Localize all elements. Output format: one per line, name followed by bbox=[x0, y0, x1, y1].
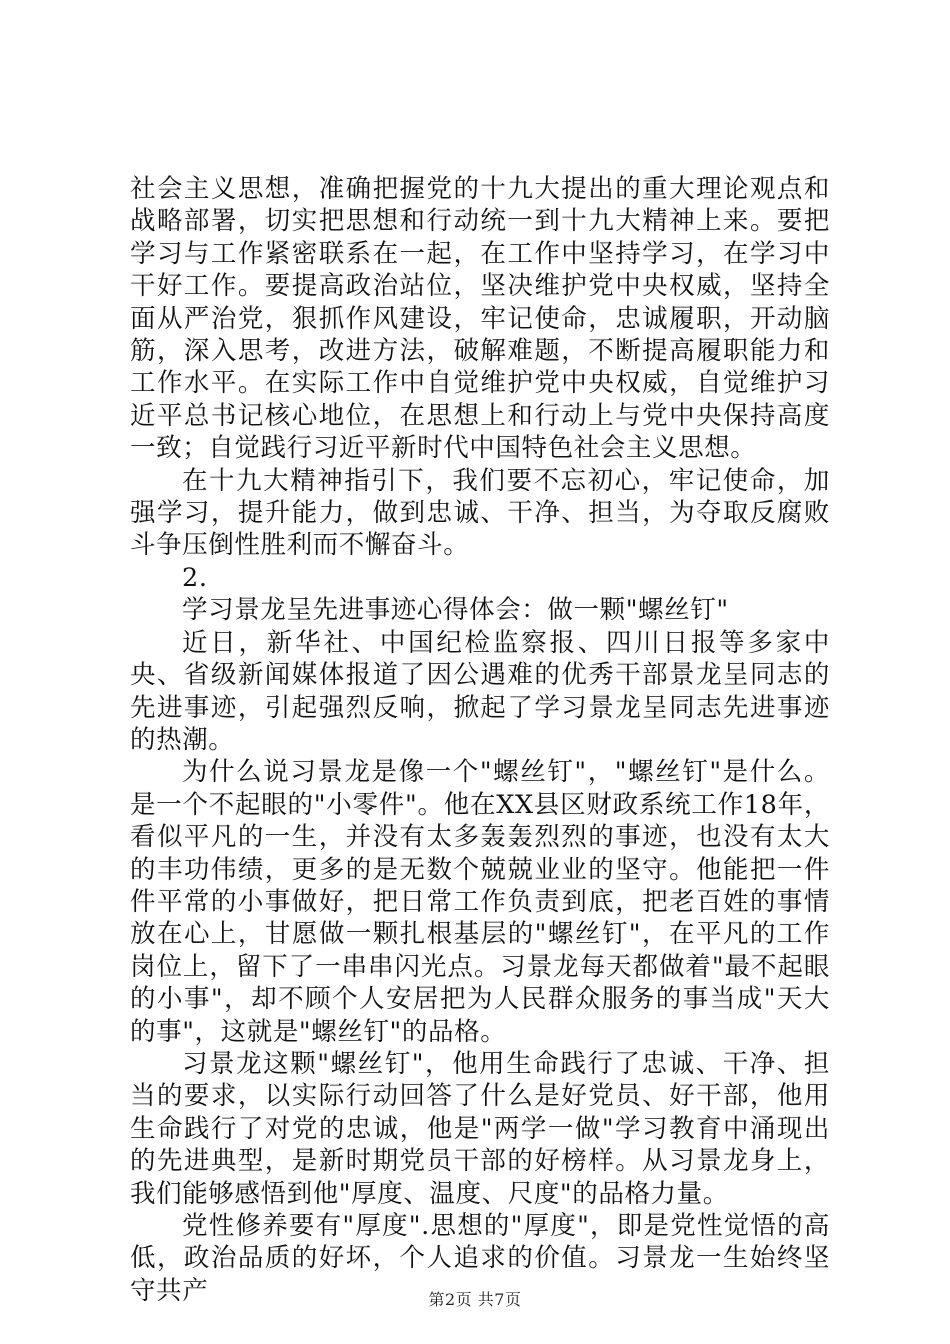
paragraph-3: 近日，新华社、中国纪检监察报、四川日报等多家中央、省级新闻媒体报道了因公遇难的优秀干部景龙呈同志的先进事迹，引起强烈反响，掀起了学习景龙呈同志先进事迹的热潮。 bbox=[130, 627, 830, 755]
paragraph-6: 党性修养要有"厚度".思想的"厚度"，即是党性觉悟的高低，政治品质的好坏，个人追求的价值。习景龙一生始终坚守共产 bbox=[130, 1211, 830, 1306]
document-body bbox=[130, 173, 830, 1307]
paragraph-5: 习景龙这颗"螺丝钉"，他用生命践行了忠诚、干净、担当的要求，以实际行动回答了什么是好党员、好干部，他用生命践行了对党的忠诚，他是"两学一做"学习教育中涌现出的先进典型，是新时期党员干部的好榜样。从习景龙身上，我们能够感悟到他"厚度、温度、尺度"的品格力量。 bbox=[130, 1048, 830, 1209]
paragraph-1: 社会主义思想，准确把握党的十九大提出的重大理论观点和战略部署，切实把思想和行动统一到十九大精神上来。要把学习与工作紧密联系在一起，在工作中坚持学习，在学习中干好工作。要提高政治站位，坚决维护党中央权威，坚持全面从严治党，狠抓作风建设，牢记使命，忠诚履职，开动脑筋，深入思考，改进方法，破解难题，不断提高履职能力和工作水平。在实际工作中自觉维护党中央权威，自觉维护习近平总书记核心地位，在思想上和行动上与党中央保持高度一致；自觉践行习近平新时代中国特色社会主义思想。 bbox=[130, 174, 830, 464]
page-footer: 第2页 共7页 bbox=[428, 1290, 522, 1309]
paragraph-4: 为什么说习景龙是像一个"螺丝钉"，"螺丝钉"是什么。是一个不起眼的"小零件"。他在XX县区财政系统工作18年，看似平凡的一生，并没有太多轰轰烈烈的事迹，也没有太大的丰功伟绩，更多的是无数个兢兢业业的坚守。他能把一件件平常的小事做好，把日常工作负责到底，把老百姓的事情放在心上，甘愿做一颗扎根基层的"螺丝钉"，在平凡的工作岗位上，留下了一串串闪光点。习景龙每天都做着"最不起眼的小事"，却不顾个人安居把为人民群众服务的事当成"天大的事"，这就是"螺丝钉"的品格。 bbox=[130, 757, 830, 1047]
section-number: 2. bbox=[182, 562, 208, 593]
section-title: 学习景龙呈先进事迹心得体会：做一颗"螺丝钉" bbox=[182, 595, 729, 626]
paragraph-2: 在十九大精神指引下，我们要不忘初心，牢记使命，加强学习，提升能力，做到忠诚、干净、担当，为夺取反腐败斗争压倒性胜利而不懈奋斗。 bbox=[130, 465, 830, 561]
